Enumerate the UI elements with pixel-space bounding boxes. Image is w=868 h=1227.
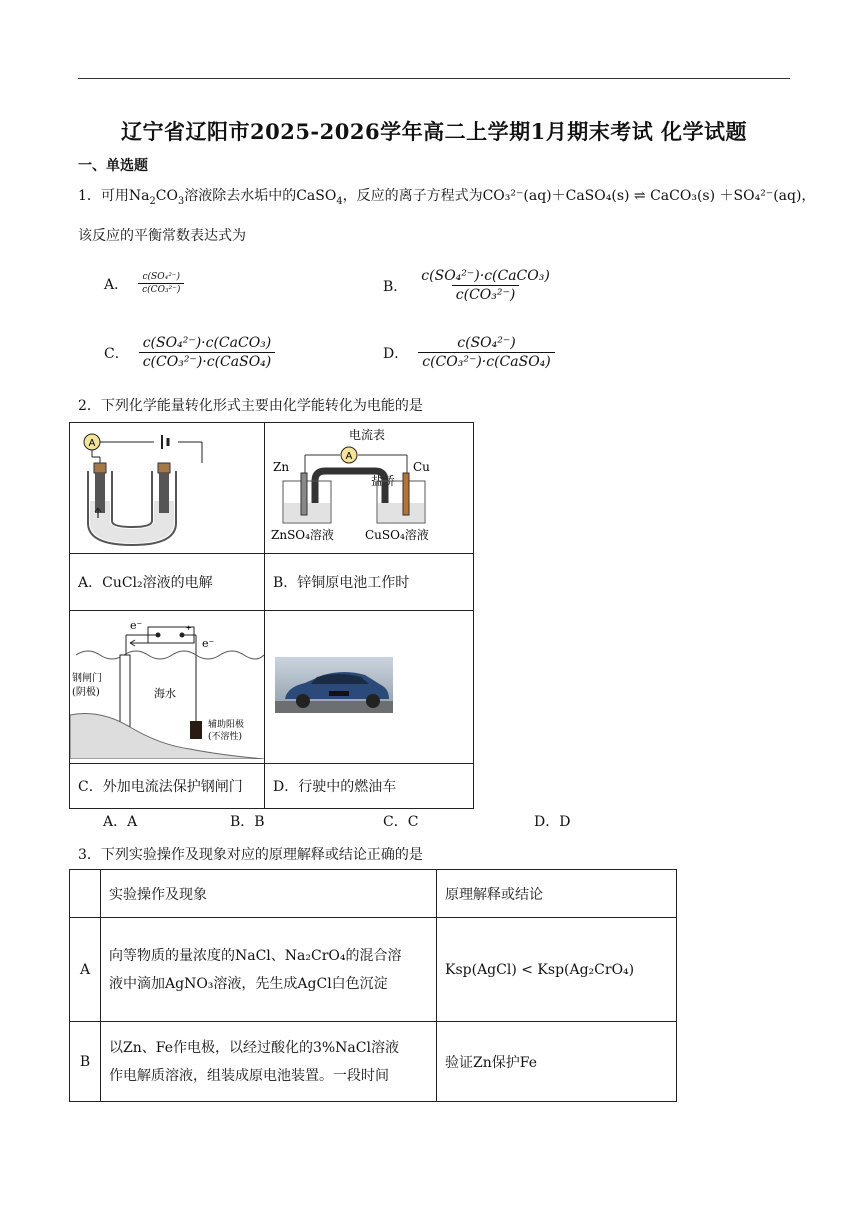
q2-answer-d[interactable]: D．D [534,814,571,830]
q3-table [69,869,677,1102]
caption-b: B．锌铜原电池工作时 [265,554,474,611]
q1-stem-line1 [78,186,815,212]
cathodic-protection-diagram [70,611,264,759]
q1-option-d[interactable] [383,335,555,370]
svg-text:A: A [345,451,353,462]
svg-text:(不溶性): (不溶性) [208,732,243,742]
q2-answer-a[interactable]: A．A [103,814,138,830]
page-title: 辽宁省辽阳市2025-2026学年高二上学期1月期末考试 化学试题 [120,119,748,144]
svg-text:CuSO₄溶液: CuSO₄溶液 [365,528,429,542]
option-fraction: $\frac{\text{c(SO₄²⁻)·c(CaCO₃)}}{\text{c(CO₃²⁻)·c(CaSO₄)}}$ [139,335,276,370]
svg-text:A: A [88,438,96,449]
q2-answer-c[interactable]: C．C [383,814,419,830]
q1-option-c[interactable] [104,335,275,370]
row-key: B [70,1022,101,1102]
car-photo [265,611,473,759]
section-heading: 一、单选题 [78,158,148,174]
q1-na2co3: $Na_2CO_3$ [128,188,185,207]
row-key: A [70,918,101,1022]
option-label: D． [383,345,409,362]
q1-prefix: 1．可用 [78,188,129,204]
svg-text:ZnSO₄溶液: ZnSO₄溶液 [271,528,334,542]
header-rule [78,78,790,79]
svg-text:Cu: Cu [413,460,430,474]
option-fraction: $\frac{\text{c(SO₄²⁻)}}{\text{c(CO₃²⁻)}}$ [138,272,184,295]
svg-text:盐桥: 盐桥 [371,474,396,488]
svg-text:+: + [186,623,192,633]
figure-galvanic-cell [265,423,474,554]
header-cell: 原理解释或结论 [437,870,677,918]
header-cell [70,870,101,918]
svg-text:海水: 海水 [154,687,176,700]
q1-option-a[interactable] [104,272,184,295]
table-row [70,918,677,1022]
caption-d: D．行驶中的燃油车 [265,764,474,809]
q1-mid: 溶液除去水垢中的 [184,188,297,204]
q1-stem-line2: 该反应的平衡常数表达式为 [78,228,246,244]
table-row [70,1022,677,1102]
q2-figure-table [69,422,474,809]
q2-stem: 2．下列化学能量转化形式主要由化学能转化为电能的是 [78,398,423,414]
svg-text:(阴极): (阴极) [72,687,100,698]
row-operation: 向等物质的量浓度的NaCl、Na₂CrO₄的混合溶 液中滴加AgNO₃溶液，先生成AgCl白色沉淀 [101,918,437,1022]
caption-a: A．CuCl₂溶液的电解 [70,554,265,611]
q3-stem: 3．下列实验操作及现象对应的原理解释或结论正确的是 [78,847,423,863]
electrolysis-diagram [70,423,264,549]
svg-text:e⁻: e⁻ [202,637,215,650]
option-fraction: $\frac{\text{c(SO₄²⁻)·c(CaCO₃)}}{\text{c(CO₃²⁻)}}$ [421,268,550,303]
svg-text:辅助阳极: 辅助阳极 [208,720,245,730]
figure-electrolysis [70,423,265,554]
q1-option-b[interactable] [383,268,554,303]
option-fraction: $\frac{\text{c(SO₄²⁻)}}{\text{c(CO₃²⁻)·c(CaSO₄)}}$ [418,335,555,370]
galvanic-cell-diagram [265,423,473,549]
q1-equation: CO₃²⁻(aq)＋CaSO₄(s) ⇌ CaCO₃(s) ＋SO₄²⁻(aq)， [482,188,816,204]
q2-answer-b[interactable]: B．B [230,814,265,830]
row-conclusion: 验证Zn保护Fe [437,1022,677,1102]
row-operation: 以Zn、Fe作电极，以经过酸化的3%NaCl溶液 作电解质溶液，组装成原电池装置。一段时间 [101,1022,437,1102]
svg-text:钢闸门: 钢闸门 [72,673,102,684]
q1-eq-intro: ，反应的离子方程式为 [342,188,483,204]
figure-cathodic-protection [70,611,265,764]
option-label: C． [104,345,129,362]
caption-c: C．外加电流法保护钢闸门 [70,764,265,809]
svg-text:Zn: Zn [273,460,290,474]
option-label: A． [104,276,129,293]
header-cell: 实验操作及现象 [101,870,437,918]
svg-text:e⁻: e⁻ [130,619,143,632]
figure-car-photo [265,611,474,764]
table-header-row [70,870,677,918]
option-label: B． [383,278,408,295]
row-conclusion: Ksp(AgCl) < Ksp(Ag₂CrO₄) [437,918,677,1022]
q1-caso4: CaSO$_4$ [296,188,343,207]
svg-text:电流表: 电流表 [349,428,386,442]
